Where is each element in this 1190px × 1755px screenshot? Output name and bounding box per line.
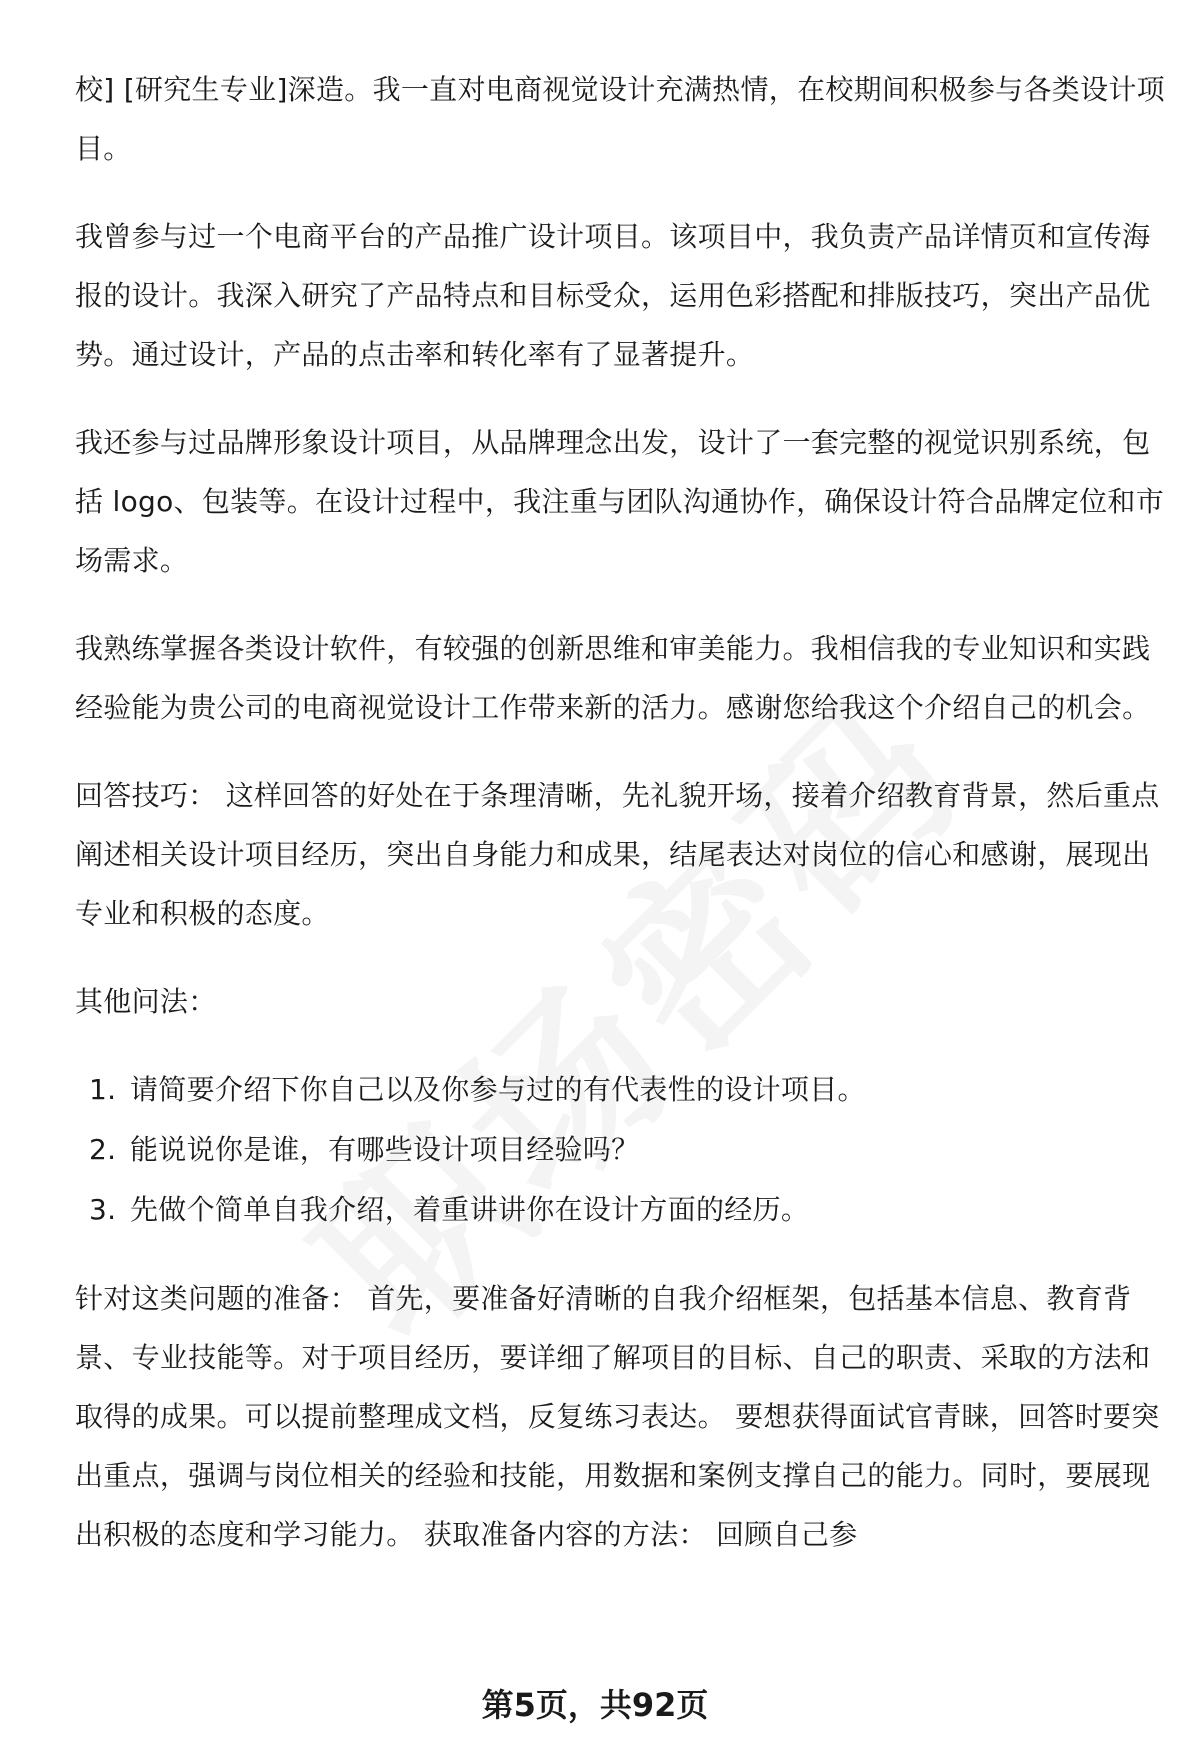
list-item-text: 能说说你是谁，有哪些设计项目经验吗？ [130,1133,640,1166]
document-body [75,60,1165,1593]
page-number-footer: 第5页，共92页 [481,1686,709,1724]
other-questions-list [75,1060,1165,1240]
list-item-text: 先做个简单自我介绍，着重讲讲你在设计方面的经历。 [130,1193,810,1226]
heading-other-questions: 其他问法： [75,985,217,1018]
paragraph-ecommerce-project: 我曾参与过一个电商平台的产品推广设计项目。该项目中，我负责产品详情页和宣传海报的设计。我深入研究了产品特点和目标受众，运用色彩搭配和排版技巧，突出产品优势。通过设计，产品的点击率和转化率有了显著提升。 [75,220,1151,371]
list-item-number: 2. [89,1133,117,1166]
paragraph-answer-tips: 回答技巧： 这样回答的好处在于条理清晰，先礼貌开场，接着介绍教育背景，然后重点阐述相关设计项目经历，突出自身能力和成果，结尾表达对岗位的信心和感谢，展现出专业和积极的态度。 [75,779,1160,930]
paragraph-skills: 我熟练掌握各类设计软件，有较强的创新思维和审美能力。我相信我的专业知识和实践经验能为贵公司的电商视觉设计工作带来新的活力。感谢您给我这个介绍自己的机会。 [75,632,1151,724]
list-item [75,1120,1165,1180]
list-item-text: 请简要介绍下你自己以及你参与过的有代表性的设计项目。 [130,1073,866,1106]
list-item [75,1060,1165,1120]
paragraph-brand-project: 我还参与过品牌形象设计项目，从品牌理念出发，设计了一套完整的视觉识别系统，包括 logo、包装等。在设计过程中，我注重与团队沟通协作，确保设计符合品牌定位和市场需求。 [75,426,1165,577]
paragraph-education: 校] [研究生专业]深造。我一直对电商视觉设计充满热情，在校期间积极参与各类设计项目。 [75,73,1165,165]
list-item [75,1180,1165,1240]
list-item-number: 3. [89,1193,117,1226]
list-item-number: 1. [89,1073,117,1106]
paragraph-preparation: 针对这类问题的准备： 首先，要准备好清晰的自我介绍框架，包括基本信息、教育背景、专业技能等。对于项目经历，要详细了解项目的目标、自己的职责、采取的方法和取得的成果。可以提前整理成文档，反复练习表达。 要想获得面试官青睐，回答时要突出重点，强调与岗位相关的经验和技能，用数据和案例支撑自己的能力。同时，要展现出积极的态度和学习能力。 获取准备内容的方法： 回顾自己参 [75,1282,1160,1551]
